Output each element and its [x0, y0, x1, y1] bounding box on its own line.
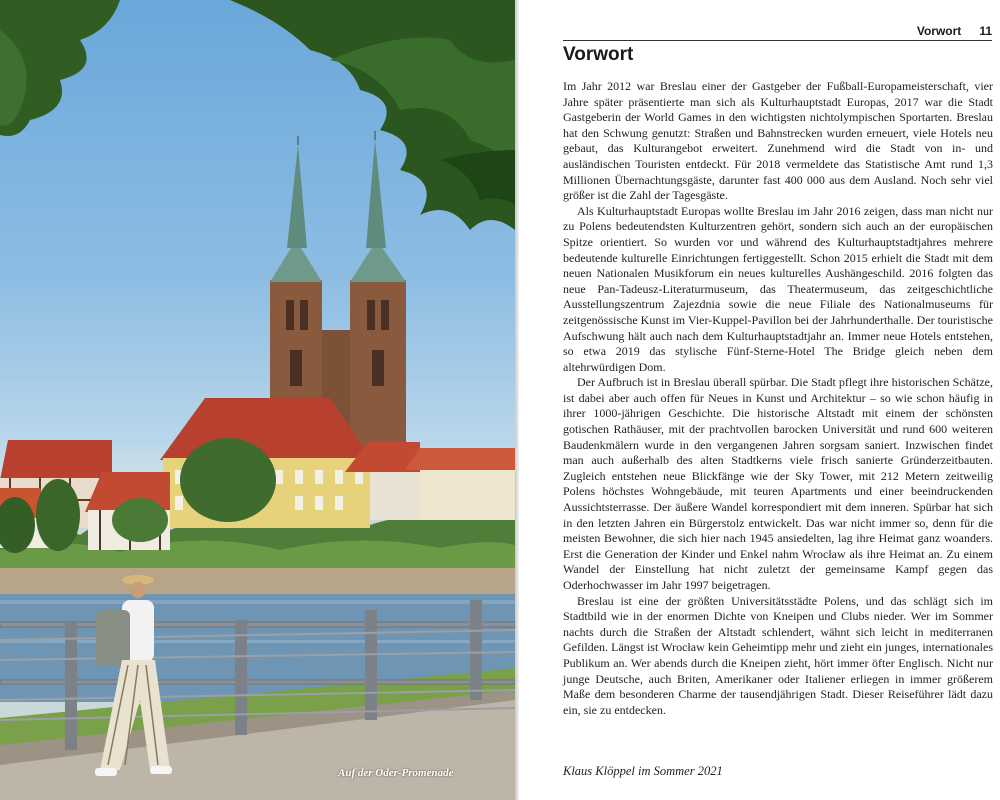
text-page [519, 0, 1000, 800]
running-header [917, 24, 992, 38]
author-signature: Klaus Klöppel im Sommer 2021 [563, 764, 723, 778]
page-number: 11 [979, 24, 992, 38]
chapter-title: Vorwort [563, 44, 634, 65]
header-rule [563, 40, 992, 41]
paragraph-4: Breslau ist eine der größten Universitätsstädte Polens, und das schlägt sich im Stadtbild wie in der enormen Dichte von Kneipen und Clubs nieder. Wer im Sommer nachts durch die Straßen der Altstadt schlendert, wähnt sich leicht in mediterranen Gefilden. Längst ist Wrocław kein Geheimtipp mehr und zieht ein junges, internationales Publikum an. Wer abends durch die Kneipen zieht, hört immer öfter Englisch. Nicht nur junge Deutsche, auch Briten, Amerikaner oder Italiener erliegen in immer größerem Maße dem besonderen Charme der tausendjährigen Stadt. Dieser Reiseführer lädt dazu ein, sie zu entdecken. [563, 593, 993, 717]
paragraph-2: Als Kulturhauptstadt Europas wollte Breslau im Jahr 2016 zeigen, dass man nicht nur zu Polens bedeutendsten Kulturzentren gehört, sondern sich auch an der europäischen Spitze orientiert. So wurden vor und während des Kulturhauptstadtjahres mehrere bedeutende kulturelle Einrichtungen fertiggestellt. Schon 2015 erhielt die Stadt mit dem neuen Nationalen Musikforum ein neues kulturelles Aushängeschild. 2016 folgten das neue Pan-Tadeusz-Literaturmuseum, das Theatermuseum, das zeitgeschichtliche Ausstellungszentrum Zajezdnia sowie die neue Filiale des Nationalmuseums für zeitgenössische Kunst im Vier-Kuppel-Pavillon bei der Jahrhunderthalle. Der touristische Aufschwung hält auch nach dem Kulturhauptstadtjahr an. Immer neue Hotels entstehen, so etwa 2019 das stylische Fünf-Sterne-Hotel The Bridge gleich neben dem altehrwürdigen Dom. [563, 203, 993, 374]
paragraph-3: Der Aufbruch ist in Breslau überall spürbar. Die Stadt pflegt ihre historischen Schätze, ist dabei aber auch offen für Neues in Kunst und Architektur – so wie schon häufig in ihrer 1000-jährigen Geschichte. Die historische Altstadt mit einem der schönsten gotischen Rathäuser, mit der prachtvollen barocken Universität und rund 600 weiteren Baudenkmälern wurde in den vergangenen Jahren sorgsam saniert. Inzwischen findet man auch außerhalb des alten Stadtkerns viele frisch sanierte Gründerzeitbauten. Zugleich entstehen neue Blickfänge wie der Sky Tower, mit 212 Metern zeitweilig Polens höchstes Wohngebäude, mit teuren Apartments und einer beeindruckenden Aussichtsterrasse. Der äußere Wandel korrespondiert mit dem inneren. Spürbar hat sich in den letzten Jahren ein Bürgerstolz entwickelt. Das war nicht immer so, denn für die meisten Bewohner, die sich hier nach 1945 ansiedelten, lag ihre Heimat ganz woanders. Erst die Generation der Kinder und Enkel nahm Wrocław als ihre Heimat an. Zu einem Wandel der Einstellung hat nicht zuletzt der gemeinsame Kampf gegen das Oderhochwasser im Jahr 1997 beigetragen. [563, 375, 993, 592]
photo-caption: Auf der Oder-Promenade [338, 767, 454, 779]
paragraph-1: Im Jahr 2012 war Breslau einer der Gastgeber der Fußball-Europameisterschaft, vier Jahre später präsentierte man sich als Kulturhauptstadt Europas, 2017 war die Stadt Gastgeberin der World Games in den wichtigsten nichtolympischen Sportarten. Breslau hat den Schwung genutzt: Straßen und Bahnstrecken wurden erneuert, viele Hotels neu gebaut, das Kulturangebot erweitert. Zunehmend wird die Stadt von in- und ausländischen Touristen entdeckt. Für 2018 vermeldete das Statistische Amt rund 1,3 Millionen Übernachtungsgäste, darunter fast 400 000 aus dem Ausland. Noch sehr viel größer ist die Zahl der Tagesgäste. [563, 79, 993, 203]
body-text [563, 79, 993, 718]
running-header-section: Vorwort [916, 24, 962, 38]
